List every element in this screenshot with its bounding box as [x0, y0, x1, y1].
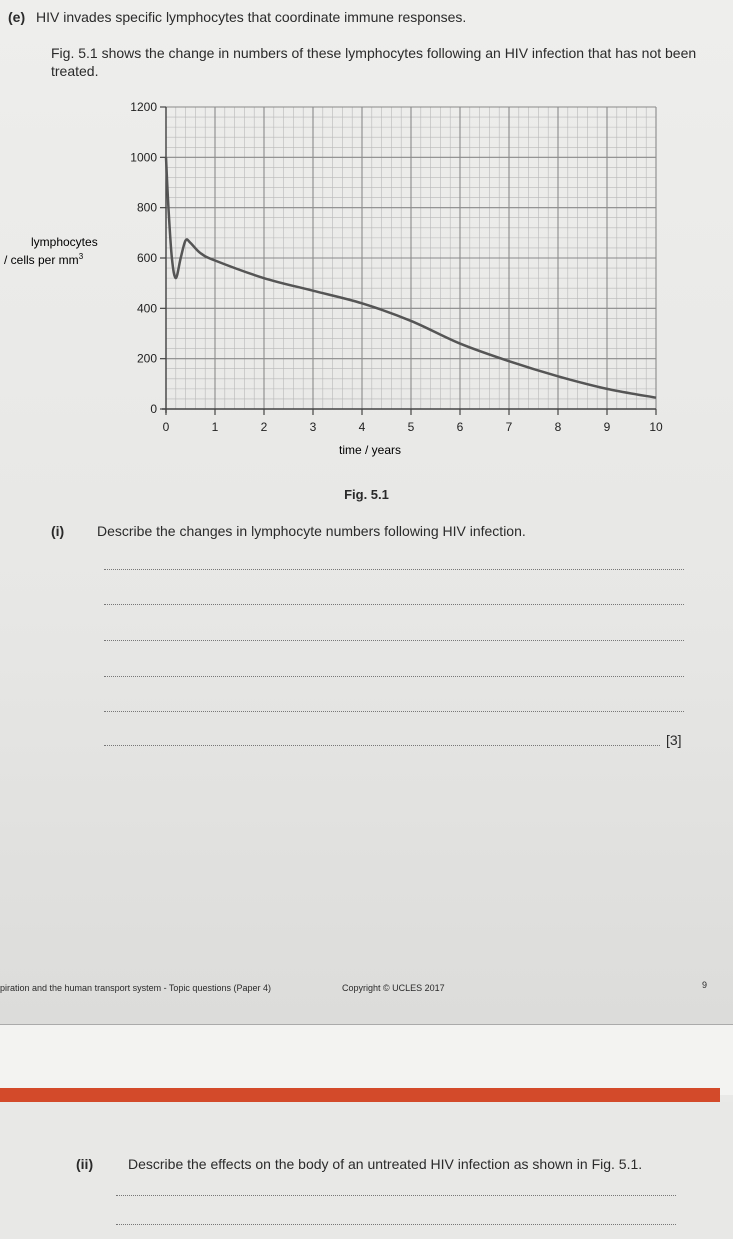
y-tick-label: 0: [150, 402, 157, 416]
y-tick-label: 400: [136, 301, 157, 316]
answer-line[interactable]: [116, 1224, 676, 1225]
answer-line[interactable]: [104, 604, 684, 605]
x-axis-label: time / years: [338, 443, 402, 457]
y-axis-label-line1: lymphocytes: [31, 235, 98, 249]
y-tick-labels: [130, 100, 166, 416]
page-gap: [0, 1025, 733, 1095]
x-tick-label: 0: [162, 420, 170, 434]
question-ii-label: (ii): [76, 1156, 94, 1172]
part-e-label: (e): [8, 9, 26, 25]
y-tick-label: 800: [136, 200, 157, 215]
y-tick-label: 200: [136, 351, 157, 366]
x-tick-label: 7: [505, 420, 513, 434]
x-tick-label: 2: [260, 420, 268, 434]
question-ii-text: Describe the effects on the body of an untreated HIV infection as shown in Fig. 5.1.: [128, 1156, 643, 1172]
x-tick-label: 9: [603, 420, 611, 434]
page-number: 9: [702, 980, 708, 990]
y-tick-label: 1200: [130, 100, 157, 114]
x-tick-label: 6: [456, 420, 464, 434]
x-tick-label: 1: [211, 420, 219, 434]
answer-line[interactable]: [104, 711, 684, 712]
part-e-text: HIV invades specific lymphocytes that coordinate immune responses.: [36, 9, 467, 25]
figure-intro-text: Fig. 5.1 shows the change in numbers of these lymphocytes following an HIV infection that has not been treated.: [51, 45, 697, 79]
question-i-label: (i): [51, 523, 65, 539]
footer-copyright: Copyright © UCLES 2017: [342, 983, 445, 993]
footer-topic-text: piration and the human transport system - Topic questions (Paper 4): [0, 983, 271, 993]
y-tick-label: 1000: [130, 150, 157, 165]
x-tick-label: 10: [649, 420, 663, 434]
answer-line[interactable]: [116, 1195, 676, 1196]
answer-line[interactable]: [104, 569, 684, 570]
x-tick-label: 3: [309, 420, 317, 434]
answer-line[interactable]: [104, 676, 684, 677]
y-tick-label: 600: [136, 251, 157, 265]
answer-line[interactable]: [104, 745, 660, 746]
x-tick-labels: [163, 409, 663, 434]
x-tick-label: 8: [554, 420, 562, 434]
lymphocyte-chart: [0, 95, 733, 465]
page-header-bar: [0, 1088, 720, 1102]
y-axis-label-line2: / cells per $mm^3$: [4, 252, 84, 267]
chart-major-grid: [166, 107, 656, 409]
marks-indicator: [3]: [666, 732, 682, 748]
answer-line[interactable]: [104, 640, 684, 641]
x-tick-label: 5: [407, 420, 415, 434]
figure-caption: Fig. 5.1: [344, 487, 389, 502]
question-i-text: Describe the changes in lymphocyte numbers following HIV infection.: [97, 523, 526, 539]
chart-axes: [162, 107, 656, 413]
x-tick-label: 4: [358, 420, 366, 434]
